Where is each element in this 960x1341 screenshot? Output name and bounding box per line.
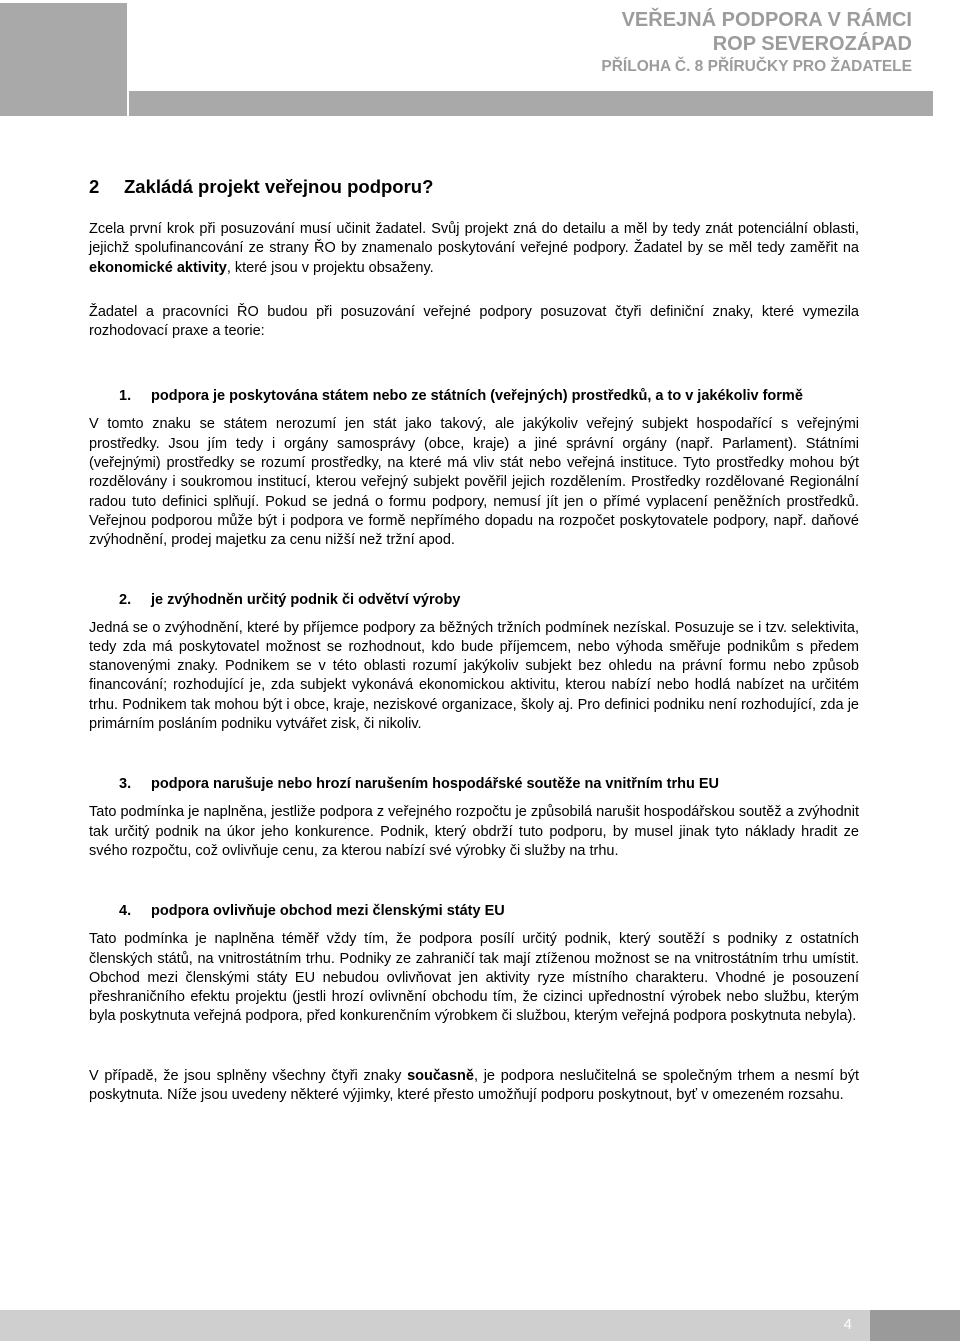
criterion-4-number: 4. <box>119 903 132 920</box>
intro-paragraph-2: Žadatel a pracovníci ŘO budou při posuzování veřejné podpory posuzovat čtyři definiční znaky, které vymezila rozhodovací praxe a teorie: <box>89 303 859 340</box>
intro-p1-text: Zcela první krok při posuzování musí učinit žadatel. Svůj projekt zná do detailu a měl by tedy znát potenciální oblasti, jejichž spolufinancování ze strany ŘO by znamenalo poskytování veřejné podpory. Žadatel by se měl tedy zaměřit na <box>89 221 859 257</box>
header-title-line2: ROP SEVEROZÁPAD <box>712 33 912 55</box>
intro-p1-end: , které jsou v projektu obsaženy. <box>226 259 434 276</box>
conclusion-text-end: , je podpora neslučitelná se společným trhem a nesmí být poskytnuta. Níže jsou uvedeny některé výjimky, které přesto umožňují podporu poskytnout, byť v omezeném rozsahu. <box>89 1067 859 1104</box>
footer-page-box <box>870 1310 960 1341</box>
header-title <box>601 8 912 77</box>
criterion-3-text: Tato podmínka je naplněna, jestliže podpora z veřejného rozpočtu je způsobilá narušit hospodářskou soutěž a zvýhodnit tak určitý podnik na úkor jeho konkurence. Podnik, který obdrží tuto podporu, by musel jinak tyto náklady hradit ze svého rozpočtu, což ovlivňuje cenu, za kterou nabízí své výrobky či služby na trhu. <box>89 804 859 859</box>
header-title-line1: VEŘEJNÁ PODPORA V RÁMCI <box>621 9 912 31</box>
intro-p1-bold: ekonomické aktivity <box>89 259 227 276</box>
page-number: 4 <box>843 1316 852 1333</box>
criterion-1-number: 1. <box>119 388 132 405</box>
criterion-3-heading <box>89 774 859 794</box>
conclusion-text-start: V případě, že jsou splněny všechny čtyři znaky <box>89 1067 408 1084</box>
criterion-1-title: podpora je poskytována státem nebo ze státních (veřejných) prostředků, a to v jakékoliv formě <box>151 388 803 405</box>
criterion-2-heading <box>89 590 859 610</box>
conclusion-bold: současně <box>407 1067 474 1084</box>
header-grey-block <box>0 3 127 116</box>
section-number: 2 <box>89 176 100 197</box>
criterion-3-title: podpora narušuje nebo hrozí narušením hospodářské soutěže na vnitřním trhu EU <box>151 776 719 793</box>
document-content <box>89 176 859 1105</box>
criterion-2-text: Jedná se o zvýhodnění, které by příjemce podpory za běžných tržních podmínek nezískal. Posuzuje se i tzv. selektivita, tedy zda má poskytovatel možnost se rozhodnout, kdo bude příjemcem, nebo výhoda směřuje podnikům s předem stanovenými znaky. Podnikem se v této oblasti rozumí jakýkoliv subjekt bez ohledu na právní formu nebo způsob financování; rozhodující je, zda subjekt vykonává ekonomickou aktivitu, kterou nabízí nebo hodlá nabízet na určitém trhu. Podnikem tak mohou být i obce, kraje, neziskové organizace, školy aj. Pro definici podniku není rozhodující, zda je primárním posláním podniku vytvářet zisk, či nikoliv. <box>89 619 859 733</box>
criterion-4-title: podpora ovlivňuje obchod mezi členskými státy EU <box>151 903 505 920</box>
criterion-4-text: Tato podmínka je naplněna téměř vždy tím, že podpora posílí určitý podnik, který soutěží s podniky z ostatních členských států, na vnitrostátním trhu. Podniky ze zahraničí tak mají ztíženou možnost se na vnitrostátním trhu umístit. Obchod mezi členskými státy EU nebudou ovlivňovat jen aktivity ryze místního charakteru. Vhodné je posouzení přeshraničního efektu projektu (jestli hrozí ovlivnění obchodu tím, že cizinci upřednostní výrobek nebo službu, kterým byla poskytnuta veřejná podpora, před konkurenčním výrobkem či službou, kterým veřejná podpora poskytnuta nebyla). <box>89 931 859 1025</box>
header-title-line3: PŘÍLOHA Č. 8 PŘÍRUČKY PRO ŽADATELE <box>601 58 912 75</box>
conclusion-paragraph <box>89 1067 859 1106</box>
section-heading <box>89 176 859 198</box>
criterion-1-text: V tomto znaku se státem nerozumí jen stát jako takový, ale jakýkoliv veřejný subjekt hospodařící s veřejnými prostředky. Jsou jím tedy i orgány samosprávy (obce, kraje) a jiné správní orgány (např. Parlament). Státními (veřejnými) prostředky se rozumí prostředky, na které má vliv stát nebo veřejná instituce. Tyto prostředky mohou být rozdělovány i soukromou institucí, kterou veřejný subjekt pověřil jejich rozdělením. Prostředky rozdělované Regionální radou tuto definici splňují. Pokud se jedná o formu podpory, nemusí jít jen o přímé vyplacení peněžních prostředků. Veřejnou podporou může být i podpora ve formě nepřímého dopadu na rozpočet poskytovatele podpory, např. daňové zvýhodnění, prodej majetku za cenu nižší než tržní apod. <box>89 416 859 549</box>
section-title: Zakládá projekt veřejnou podporu? <box>124 176 434 197</box>
footer-bar <box>0 1310 960 1341</box>
header-grey-bar <box>129 91 933 116</box>
criterion-1-heading <box>89 386 859 406</box>
criterion-4-heading <box>89 901 859 921</box>
criterion-2-number: 2. <box>119 591 132 608</box>
criterion-3-number: 3. <box>119 776 132 793</box>
intro-paragraph-1 <box>89 220 859 278</box>
criterion-2-title: je zvýhodněn určitý podnik či odvětví výroby <box>151 591 461 608</box>
